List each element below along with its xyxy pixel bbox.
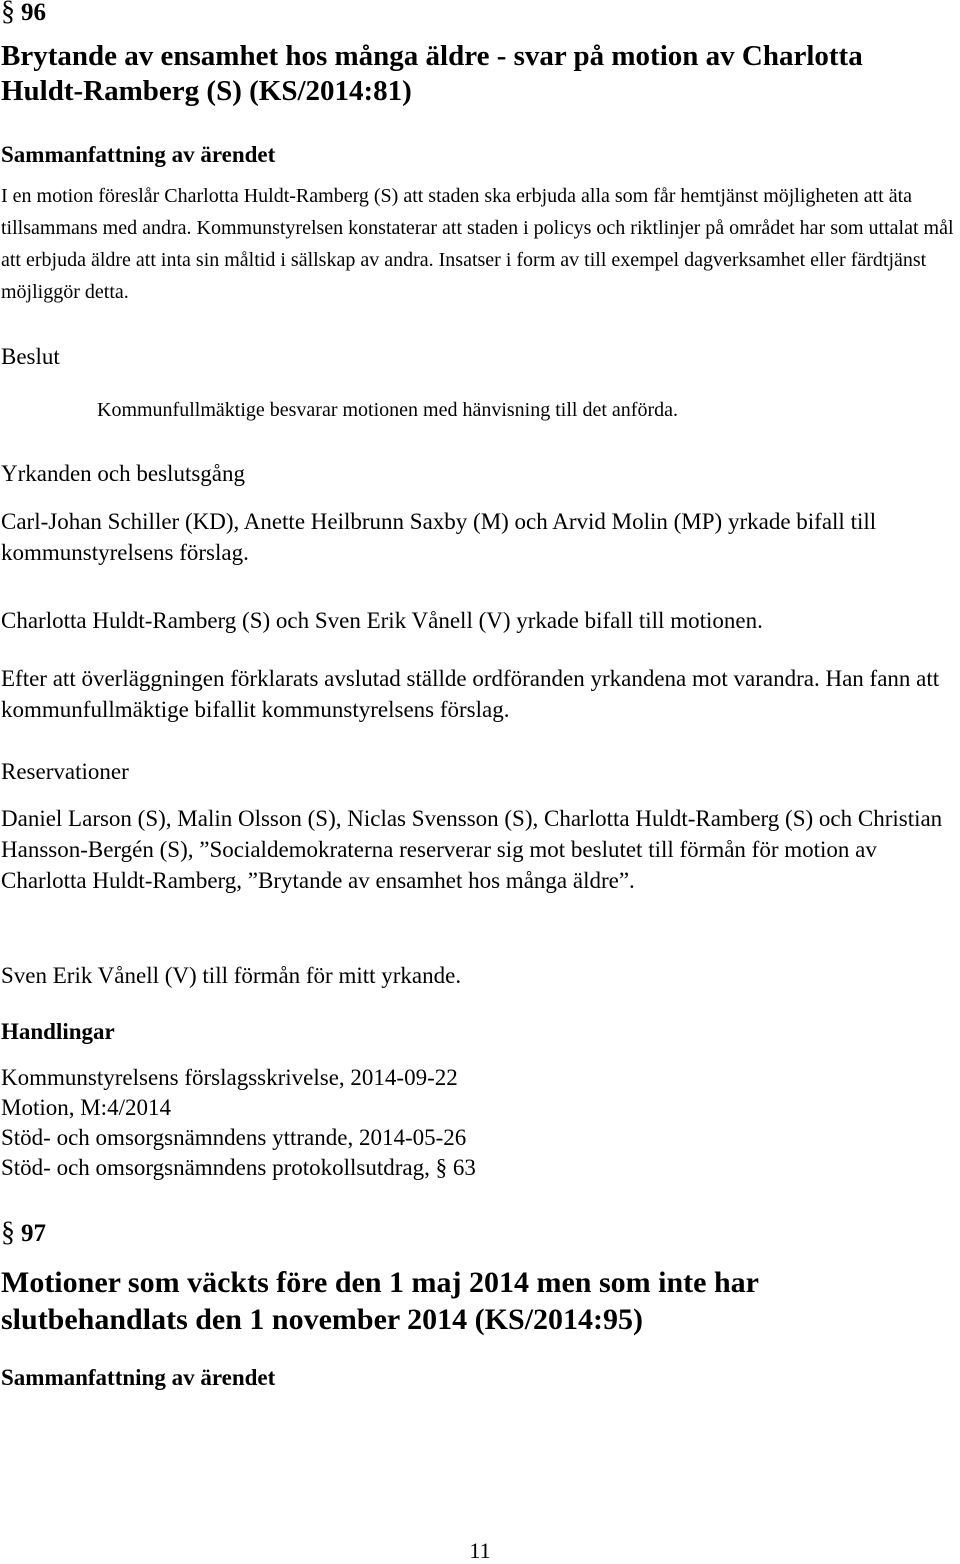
reservations-heading: Reservationer [1, 759, 129, 784]
section-number [1, 1217, 46, 1249]
section-number [1, 0, 46, 28]
summary-heading: Sammanfattning av ärendet [1, 142, 276, 167]
summary-heading: Sammanfattning av ärendet [1, 1365, 276, 1390]
document-item: Kommunstyrelsens förslagsskrivelse, 2014-09-22 [1, 1065, 458, 1090]
document-item: Motion, M:4/2014 [1, 1095, 171, 1120]
reservations-paragraph: Daniel Larson (S), Malin Olsson (S), Niclas Svensson (S), Charlotta Huldt-Ramberg (S) och Christian Hansson-Bergén (S), ”Socialdemokraterna reserverar sig mot beslutet till förmån för motion av Charlotta Huldt-Ramberg, ”Brytande av ensamhet hos många äldre”. [1, 806, 943, 893]
section-number-value: 96 [21, 0, 46, 26]
motions-paragraph: Efter att överläggningen förklarats avslutad ställde ordföranden yrkandena mot varandra. Han fann att kommunfullmäktige bifallit kommunstyrelsens förslag. [1, 666, 940, 722]
motions-paragraph: Carl-Johan Schiller (KD), Anette Heilbrunn Saxby (M) och Arvid Molin (MP) yrkade bifall till kommunstyrelsens förslag. [1, 509, 877, 565]
section-symbol: § [1, 1217, 15, 1248]
section-symbol: § [1, 0, 15, 27]
documents-heading: Handlingar [1, 1019, 115, 1044]
page-number: 11 [469, 1538, 491, 1563]
document-item: Stöd- och omsorgsnämndens yttrande, 2014-05-26 [1, 1125, 467, 1150]
motions-heading: Yrkanden och beslutsgång [1, 461, 245, 486]
motions-paragraph: Charlotta Huldt-Ramberg (S) och Sven Erik Vånell (V) yrkade bifall till motionen. [1, 608, 763, 633]
document-item: Stöd- och omsorgsnämndens protokollsutdrag, § 63 [1, 1155, 476, 1180]
decision-text: Kommunfullmäktige besvarar motionen med hänvisning till det anförda. [97, 399, 678, 421]
section-title: Motioner som väckts före den 1 maj 2014 men som inte har slutbehandlats den 1 november 2014 (KS/2014:95) [1, 1266, 759, 1336]
section-number-value: 97 [21, 1220, 46, 1247]
summary-text: I en motion föreslår Charlotta Huldt-Ramberg (S) att staden ska erbjuda alla som får hemtjänst möjligheten att äta tillsammans med andra. Kommunstyrelsen konstaterar att staden i policys och riktlinjer på området har som uttalat mål att erbjuda äldre att inta sin måltid i sällskap av andra. Insatser i form av till exempel dagverksamhet eller färdtjänst möjliggör detta. [1, 185, 954, 303]
section-title: Brytande av ensamhet hos många äldre - svar på motion av Charlotta Huldt-Ramberg (S) (KS/2014:81) [1, 40, 863, 107]
decision-heading: Beslut [1, 344, 60, 369]
reservations-paragraph: Sven Erik Vånell (V) till förmån för mitt yrkande. [1, 963, 462, 988]
documents-list [1, 1063, 476, 1183]
